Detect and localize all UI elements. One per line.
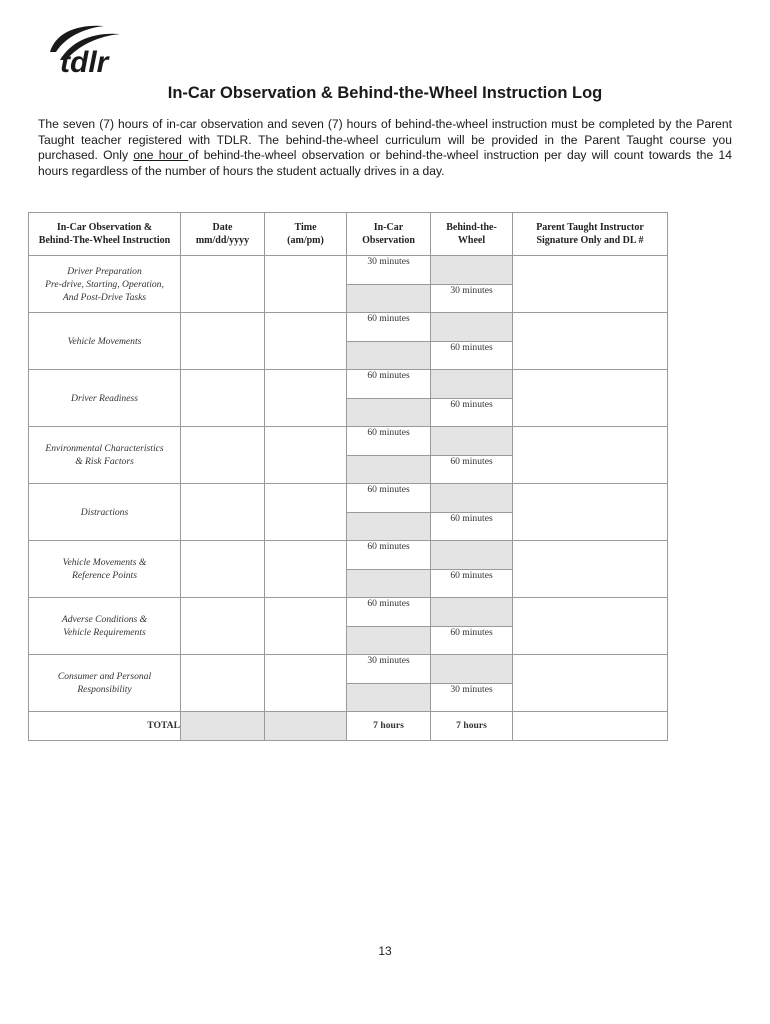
table-row [29, 598, 668, 627]
observation-shaded-cell [347, 341, 431, 370]
table-row [29, 256, 668, 285]
lesson-label: Consumer and Personal Responsibility [29, 655, 181, 712]
observation-minutes: 30 minutes [347, 256, 431, 285]
underlined-phrase: one hour [133, 148, 189, 162]
total-row [29, 712, 668, 741]
lesson-label: Environmental Characteristics & Risk Factors [29, 427, 181, 484]
total-label: TOTAL [29, 712, 181, 741]
date-cell[interactable] [181, 427, 265, 484]
page-title: In-Car Observation & Behind-the-Wheel Instruction Log [167, 84, 603, 102]
signature-cell[interactable] [513, 655, 668, 712]
table-row [29, 541, 668, 570]
time-cell[interactable] [265, 598, 347, 655]
signature-cell[interactable] [513, 598, 668, 655]
total-behind-wheel: 7 hours [431, 712, 513, 741]
behind-wheel-shaded-cell [431, 427, 513, 456]
lesson-label: Driver Readiness [29, 370, 181, 427]
date-cell[interactable] [181, 655, 265, 712]
behind-wheel-minutes: 30 minutes [431, 284, 513, 313]
header-lesson: In-Car Observation & Behind-The-Wheel Instruction [29, 213, 181, 256]
behind-wheel-minutes: 60 minutes [431, 455, 513, 484]
observation-minutes: 60 minutes [347, 370, 431, 399]
table-row [29, 484, 668, 513]
observation-minutes: 60 minutes [347, 484, 431, 513]
table-row [29, 427, 668, 456]
date-cell[interactable] [181, 541, 265, 598]
table-row [29, 313, 668, 342]
signature-cell[interactable] [513, 313, 668, 370]
observation-shaded-cell [347, 683, 431, 712]
header-behind-wheel: Behind-the- Wheel [431, 213, 513, 256]
date-cell[interactable] [181, 256, 265, 313]
observation-shaded-cell [347, 512, 431, 541]
signature-cell[interactable] [513, 427, 668, 484]
time-cell[interactable] [265, 541, 347, 598]
date-cell[interactable] [181, 313, 265, 370]
instruction-log-table [28, 212, 668, 741]
time-cell[interactable] [265, 313, 347, 370]
behind-wheel-minutes: 60 minutes [431, 512, 513, 541]
header-date: Date mm/dd/yyyy [181, 213, 265, 256]
observation-minutes: 60 minutes [347, 541, 431, 570]
observation-shaded-cell [347, 455, 431, 484]
signature-cell[interactable] [513, 370, 668, 427]
total-signature-cell[interactable] [513, 712, 668, 741]
lesson-label: Adverse Conditions & Vehicle Requirements [29, 598, 181, 655]
behind-wheel-shaded-cell [431, 484, 513, 513]
time-cell[interactable] [265, 370, 347, 427]
intro-paragraph: The seven (7) hours of in-car observation and seven (7) hours of behind-the-wheel instruction must be completed by the Parent Taught teacher registered with TDLR. The behind-the-wheel curriculum will be provided in the Parent Taught course you purchased. Only one hour of behind-the-wheel observation or behind-the-wheel instruction per day will count towards the 14 hours regardless of the number of hours the student actually drives in a day. [38, 117, 732, 178]
behind-wheel-shaded-cell [431, 598, 513, 627]
behind-wheel-shaded-cell [431, 541, 513, 570]
observation-shaded-cell [347, 284, 431, 313]
total-observation: 7 hours [347, 712, 431, 741]
behind-wheel-minutes: 60 minutes [431, 341, 513, 370]
observation-minutes: 60 minutes [347, 598, 431, 627]
table-row [29, 370, 668, 399]
signature-cell[interactable] [513, 484, 668, 541]
observation-shaded-cell [347, 398, 431, 427]
date-cell[interactable] [181, 484, 265, 541]
behind-wheel-minutes: 60 minutes [431, 626, 513, 655]
behind-wheel-shaded-cell [431, 370, 513, 399]
lesson-label: Distractions [29, 484, 181, 541]
signature-cell[interactable] [513, 256, 668, 313]
time-cell[interactable] [265, 256, 347, 313]
observation-minutes: 60 minutes [347, 313, 431, 342]
observation-minutes: 30 minutes [347, 655, 431, 684]
page-number: 13 [378, 944, 392, 958]
behind-wheel-shaded-cell [431, 256, 513, 285]
observation-shaded-cell [347, 569, 431, 598]
lesson-label: Vehicle Movements & Reference Points [29, 541, 181, 598]
table-header-row [29, 213, 668, 256]
observation-shaded-cell [347, 626, 431, 655]
behind-wheel-shaded-cell [431, 655, 513, 684]
observation-minutes: 60 minutes [347, 427, 431, 456]
time-cell[interactable] [265, 655, 347, 712]
logo-text: tdlr [60, 46, 109, 78]
time-cell[interactable] [265, 427, 347, 484]
behind-wheel-shaded-cell [431, 313, 513, 342]
behind-wheel-minutes: 60 minutes [431, 569, 513, 598]
lesson-label: Driver Preparation Pre-drive, Starting, Operation, And Post-Drive Tasks [29, 256, 181, 313]
total-time-shaded-cell [265, 712, 347, 741]
lesson-label: Vehicle Movements [29, 313, 181, 370]
behind-wheel-minutes: 30 minutes [431, 683, 513, 712]
table-row [29, 655, 668, 684]
date-cell[interactable] [181, 598, 265, 655]
total-date-shaded-cell [181, 712, 265, 741]
header-observation: In-Car Observation [347, 213, 431, 256]
signature-cell[interactable] [513, 541, 668, 598]
tdlr-logo [46, 22, 146, 78]
header-time: Time (am/pm) [265, 213, 347, 256]
header-signature: Parent Taught Instructor Signature Only and DL # [513, 213, 668, 256]
behind-wheel-minutes: 60 minutes [431, 398, 513, 427]
time-cell[interactable] [265, 484, 347, 541]
date-cell[interactable] [181, 370, 265, 427]
